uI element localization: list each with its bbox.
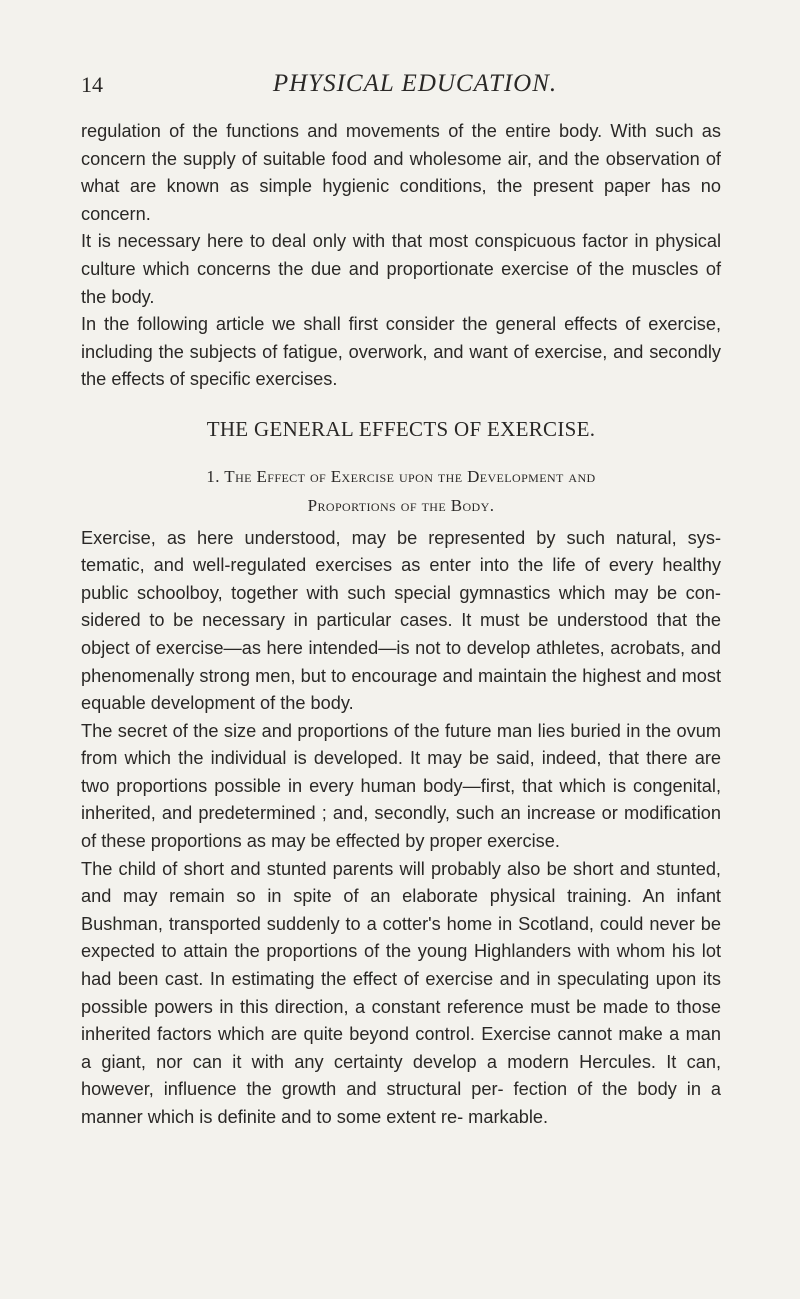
main-text <box>81 525 721 1132</box>
paragraph: regulation of the functions and movements of the entire body. With such as concern the supply of suitable food and wholesome air, and the observation of what are known as simple hygienic conditions, the present paper has no concern. <box>81 121 721 224</box>
paragraph: The child of short and stunted parents will probably also be short and stunted, and may remain so in spite of an elaborate physical training. An infant Bushman, transported suddenly to a cotter's home in Scotland, could never be expected to attain the proportions of the young Highlanders with whom his lot had been cast. In estimating the effect of exercise and in speculating upon its possible powers in this direction, a constant reference must be made to those inherited factors which are quite beyond control. Exercise cannot make a man a giant, nor can it with any certainty develop a modern Hercules. It can, however, influence the growth and structural per- fection of the body in a manner which is definite and to some extent re- markable. <box>81 858 721 1127</box>
paragraph: The secret of the size and proportions of the future man lies buried in the ovum from which the individual is developed. It may be said, indeed, that there are two proportions possible in every human body—first, that which is congenital, inherited, and predetermined ; and, secondly, such an increase or modification of these proportions as may be effected by proper exercise. <box>81 720 721 852</box>
page-number: 14 <box>81 72 103 97</box>
running-title: PHYSICAL EDUCATION. <box>272 70 558 97</box>
section-heading: THE GENERAL EFFECTS OF EXERCISE. <box>206 416 596 441</box>
page-body <box>81 118 721 1132</box>
subsection-heading-line-2: Proportions of the Body. <box>307 495 495 515</box>
subsection-heading <box>81 462 721 520</box>
subsection-heading-line-1: 1. The Effect of Exercise upon the Development and <box>206 466 596 486</box>
paragraph: In the following article we shall first consider the general effects of exercise, including the subjects of fatigue, overwork, and want of exercise, and secondly the effects of specific exercises. <box>81 314 721 390</box>
paragraph: It is necessary here to deal only with that most conspicuous factor in physical culture which concerns the due and proportionate exercise of the muscles of the body. <box>81 231 721 307</box>
paragraph: Exercise, as here understood, may be represented by such natural, sys- tematic, and well-regulated exercises as enter into the life of every healthy public schoolboy, together with such special gymnastics which may be con- sidered to be necessary in particular cases. It must be understood that the object of exercise—as here intended—is not to develop athletes, acrobats, and phenomenally strong men, but to encourage and maintain the highest and most equable development of the body. <box>81 527 721 714</box>
